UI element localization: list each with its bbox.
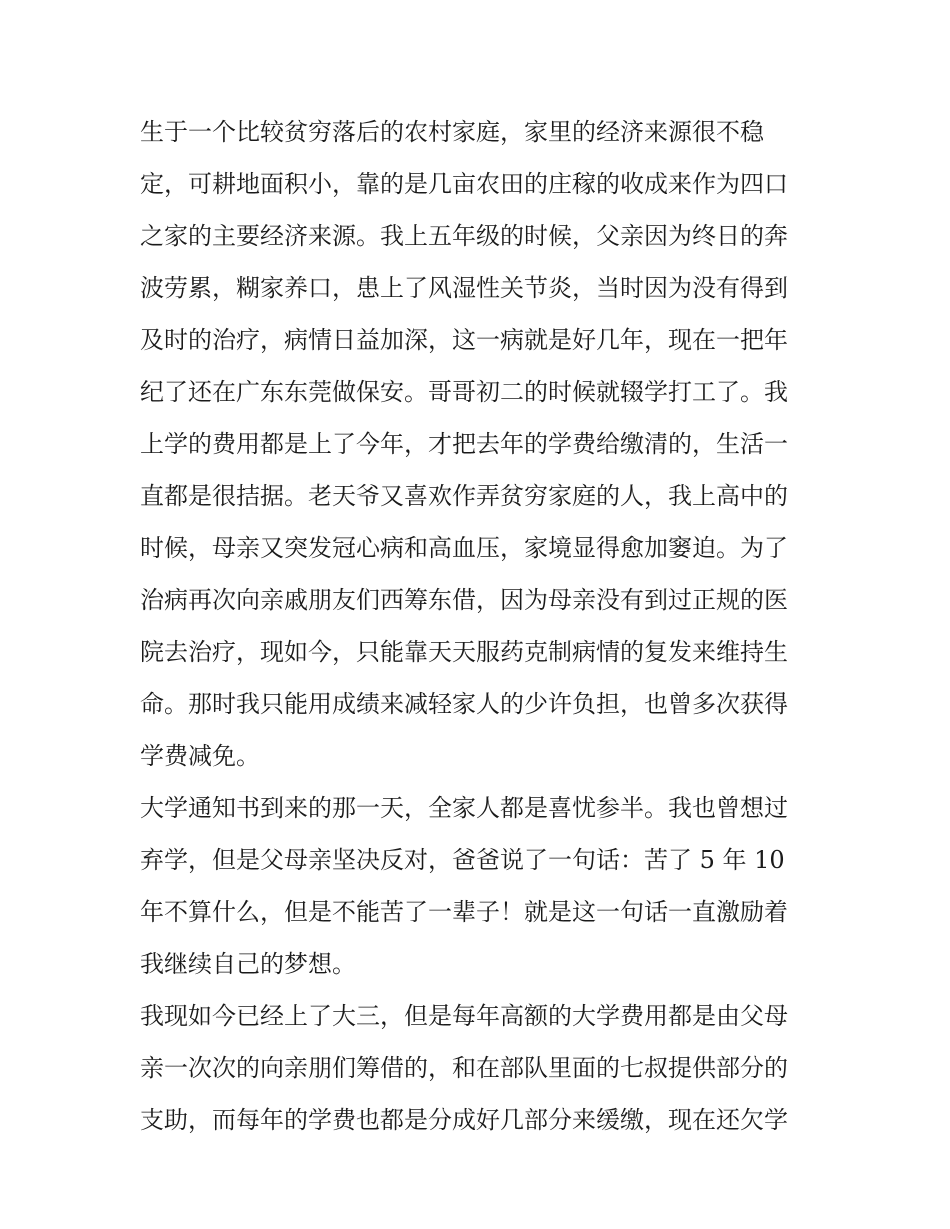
text-line: 纪了还在广东东莞做保安。哥哥初二的时候就辍学打工了。我 — [140, 378, 788, 406]
text-line: 大学通知书到来的那一天，全家人都是喜忧参半。我也曾想过 — [140, 794, 788, 822]
text-line: 命。那时我只能用成绩来减轻家人的少许负担，也曾多次获得 — [140, 690, 788, 718]
text-line: 我现如今已经上了大三，但是每年高额的大学费用都是由父母 — [140, 1002, 788, 1030]
paragraph-family-background — [140, 108, 816, 784]
paragraph-college-notice — [140, 784, 816, 992]
text-line: 及时的治疗，病情日益加深，这一病就是好几年，现在一把年 — [140, 326, 788, 354]
text-line: 我继续自己的梦想。 — [140, 950, 356, 978]
text-line: 生于一个比较贫穷落后的农村家庭，家里的经济来源很不稳 — [140, 118, 764, 146]
text-line: 弃学，但是父母亲坚决反对，爸爸说了一句话：苦了 5 年 10 — [140, 846, 785, 874]
text-line: 时候，母亲又突发冠心病和高血压，家境显得愈加窭迫。为了 — [140, 534, 788, 562]
text-line: 上学的费用都是上了今年，才把去年的学费给缴清的，生活一 — [140, 430, 788, 458]
text-line: 亲一次次的向亲朋们筹借的，和在部队里面的七叔提供部分的 — [140, 1054, 788, 1082]
text-line: 之家的主要经济来源。我上五年级的时候，父亲因为终日的奔 — [140, 222, 788, 250]
text-line: 治病再次向亲戚朋友们西筹东借，因为母亲没有到过正规的医 — [140, 586, 788, 614]
document-body — [140, 108, 816, 1148]
text-line: 定，可耕地面积小，靠的是几亩农田的庄稼的收成来作为四口 — [140, 170, 788, 198]
text-line: 直都是很拮据。老天爷又喜欢作弄贫穷家庭的人，我上高中的 — [140, 482, 788, 510]
paragraph-current-situation — [140, 992, 816, 1148]
text-line: 学费减免。 — [140, 742, 260, 770]
text-line: 年不算什么，但是不能苦了一辈子！就是这一句话一直激励着 — [140, 898, 788, 926]
text-line: 院去治疗，现如今，只能靠天天服药克制病情的复发来维持生 — [140, 638, 788, 666]
text-line: 支助，而每年的学费也都是分成好几部分来缓缴，现在还欠学 — [140, 1106, 788, 1134]
text-line: 波劳累，糊家养口，患上了风湿性关节炎，当时因为没有得到 — [140, 274, 788, 302]
